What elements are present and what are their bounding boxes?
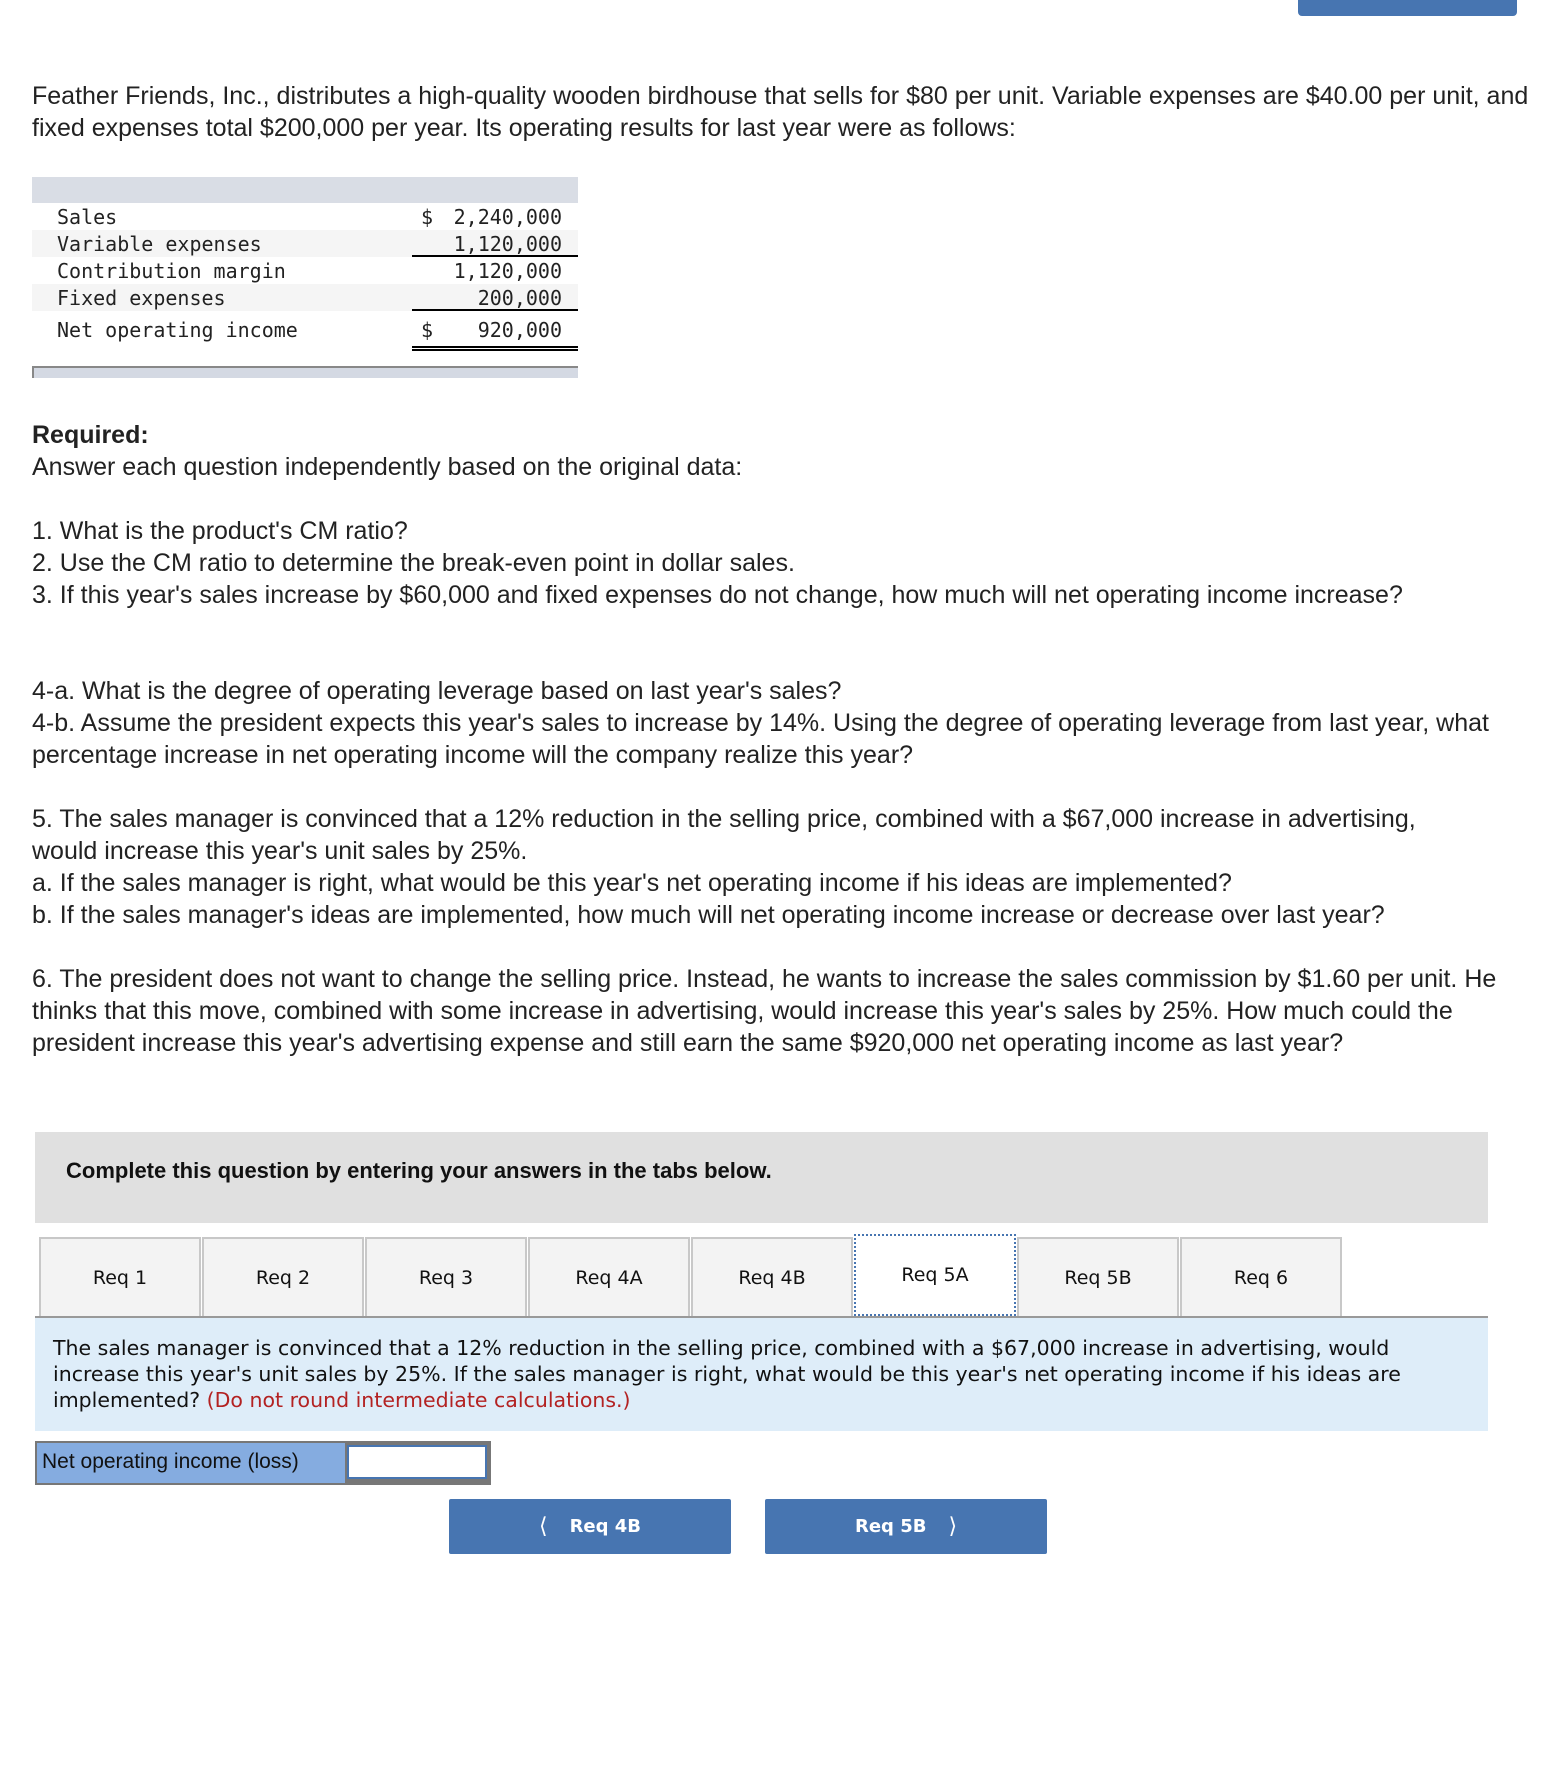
tab-req-4a[interactable]: Req 4A <box>528 1237 690 1317</box>
row-label: Sales <box>57 205 118 229</box>
question-panel <box>35 1318 1488 1431</box>
question-3: 3. If this year's sales increase by $60,000 and fixed expenses do not change, how much will net operating income increase? <box>32 581 1403 609</box>
problem-intro: Feather Friends, Inc., distributes a high-quality wooden birdhouse that sells for $80 per unit. Variable expenses are $40.00 per unit, and fixed expenses total $200,000 per year. Its operating results for last year were as follows: <box>32 82 1529 142</box>
statement-row-fixed <box>32 284 578 311</box>
question-5a: a. If the sales manager is right, what would be this year's net operating income if his ideas are implemented? <box>32 869 1232 897</box>
next-req-button[interactable] <box>765 1499 1047 1554</box>
tab-req-5a[interactable]: Req 5A <box>854 1234 1016 1316</box>
chevron-right-icon: ⟩ <box>948 1514 958 1539</box>
statement-row-noi <box>32 311 578 345</box>
question-2: 2. Use the CM ratio to determine the break-even point in dollar sales. <box>32 549 795 577</box>
statement-row-variable <box>32 230 578 257</box>
top-action-button[interactable] <box>1298 0 1517 16</box>
row-value: 2,240,000 <box>453 205 562 229</box>
row-label: Fixed expenses <box>57 286 226 310</box>
required-subheading: Answer each question independently based on the original data: <box>32 453 743 481</box>
question-5b: b. If the sales manager's ideas are implemented, how much will net operating income increase or decrease over last year? <box>32 901 1385 929</box>
instruction-text: Complete this question by entering your answers in the tabs below. <box>66 1158 772 1183</box>
row-label: Net operating income <box>57 318 298 342</box>
row-value: 920,000 <box>477 318 562 342</box>
prev-label: Req 4B <box>569 1516 642 1537</box>
tab-req-4b[interactable]: Req 4B <box>691 1237 853 1317</box>
panel-question <box>53 1335 1473 1413</box>
currency-symbol: $ <box>421 205 434 229</box>
tab-req-3[interactable]: Req 3 <box>365 1237 527 1317</box>
row-label: Contribution margin <box>57 259 286 283</box>
question-4a: 4-a. What is the degree of operating leverage based on last year's sales? <box>32 677 842 705</box>
prev-req-button[interactable] <box>449 1499 731 1554</box>
tab-req-6[interactable]: Req 6 <box>1180 1237 1342 1317</box>
currency-symbol: $ <box>421 318 434 342</box>
net-operating-income-input[interactable] <box>347 1445 487 1479</box>
next-label: Req 5B <box>854 1516 927 1537</box>
required-heading: Required: <box>32 421 149 449</box>
chevron-left-icon: ⟨ <box>538 1514 548 1539</box>
row-label: Variable expenses <box>57 232 262 256</box>
statement-row-sales <box>32 203 578 230</box>
answer-label: Net operating income (loss) <box>37 1443 345 1483</box>
statement-footer <box>32 366 578 378</box>
double-underline <box>412 346 578 351</box>
tab-req-1[interactable]: Req 1 <box>39 1237 201 1317</box>
question-4b: 4-b. Assume the president expects this year's sales to increase by 14%. Using the degree of operating leverage from last year, what percentage increase in net operating income will the company realize this year? <box>32 709 1489 769</box>
tab-req-2[interactable]: Req 2 <box>202 1237 364 1317</box>
panel-note: (Do not round intermediate calculations.) <box>206 1388 631 1412</box>
tab-req-5b[interactable]: Req 5B <box>1017 1237 1179 1317</box>
row-value: 1,120,000 <box>453 259 562 283</box>
instruction-box <box>35 1132 1488 1223</box>
income-statement <box>32 177 578 377</box>
row-value: 1,120,000 <box>453 232 562 256</box>
answer-row <box>35 1441 491 1485</box>
panel-question-text: The sales manager is convinced that a 12% reduction in the selling price, combined with a $67,000 increase in advertising, would increase this year's unit sales by 25%. If the sales manager is right, what would be this year's net operating income if his ideas are implemented? <box>53 1336 1401 1412</box>
question-1: 1. What is the product's CM ratio? <box>32 517 408 545</box>
question-6: 6. The president does not want to change the selling price. Instead, he wants to increase the sales commission by $1.60 per unit. He thinks that this move, combined with some increase in advertising, would increase this year's sales by 25%. How much could the president increase this year's advertising expense and still earn the same $920,000 net operating income as last year? <box>32 965 1497 1057</box>
row-value: 200,000 <box>477 286 562 310</box>
statement-row-cm <box>32 257 578 284</box>
question-5: 5. The sales manager is convinced that a 12% reduction in the selling price, combined with a $67,000 increase in advertising, would increase this year's unit sales by 25%. <box>32 805 1416 865</box>
statement-header <box>32 177 578 203</box>
